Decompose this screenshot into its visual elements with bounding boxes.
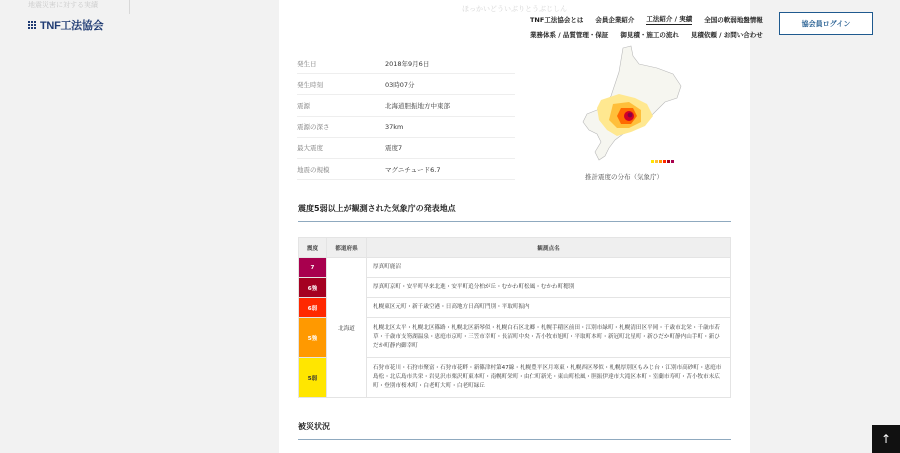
prefecture-cell: 北海道 — [327, 258, 367, 398]
nav-method[interactable]: 工法紹介 / 実績 — [646, 15, 693, 23]
map-caption: 推計震度の分布（気象庁） — [585, 173, 663, 181]
info-value: 37km — [385, 122, 404, 131]
info-value: マグニチュード6.7 — [385, 165, 441, 174]
logo-text: TNF工法協会 — [40, 20, 104, 32]
nav-row-2 — [530, 27, 766, 42]
sidebar-divider — [129, 0, 130, 14]
logo-grid-icon — [28, 21, 37, 30]
sidebar-faded-link[interactable]: 地震災害に対する実績 — [28, 1, 98, 9]
col-points: 観測点名 — [367, 238, 731, 258]
intensity-badge: 6弱 — [299, 298, 327, 318]
info-row — [297, 159, 515, 180]
nav-about[interactable]: TNF工法協会とは — [530, 16, 584, 24]
faded-subtitle: ほっかいどういぶりとうぶじしん — [462, 5, 567, 13]
info-value: 北海道胆振地方中東部 — [385, 101, 450, 110]
info-key: 震源 — [297, 101, 310, 110]
info-key: 発生日 — [297, 59, 317, 68]
section-title-observation: 震度5弱以上が観測された気象庁の発表地点 — [298, 203, 731, 222]
points-cell: 札幌東区元町・新千歳空港・日高地方日高町門別・平取町振内 — [367, 298, 731, 318]
points-cell: 札幌北区太平・札幌北区篠路・札幌北区新琴似・札幌白石区北郷・札幌手稲区前田・江別市緑町・札幌清田区平岡・千歳市北栄・千歳市若草・千歳市支笏湖温泉・恵庭市京町・三笠市幸町・長沼町中央・苫小牧市旭町・平取町本町・新冠町北星町・新ひだか町静内山手町・新ひだか町静内御幸町 — [367, 318, 731, 358]
nav-flow[interactable]: 御見積・施工の流れ — [620, 31, 679, 39]
points-cell: 石狩市花川・石狩市聚富・石狩市花畔・新篠津村第47線・札幌豊平区月寒東・札幌西区琴似・札幌厚別区もみじ台・江別市高砂町・恵庭市島松・北広島市共栄・岩見沢市栗沢町東本町・南幌町栄町・由仁町新光・東山町松風・胆振伊達市大滝区本町・室蘭市寿町・苫小牧市末広町・登別市桜木町・白老町大町・白老町緑丘 — [367, 358, 731, 398]
nav-contact[interactable]: 見積依頼 / お問い合わせ — [690, 31, 763, 39]
info-value: 震度7 — [385, 144, 403, 153]
info-row — [297, 117, 515, 138]
col-intensity: 震度 — [299, 238, 327, 258]
info-row — [297, 74, 515, 95]
info-value: 03時07分 — [385, 80, 415, 89]
intensity-badge: 5弱 — [299, 358, 327, 398]
arrow-up-icon: ↑ — [880, 432, 892, 446]
site-logo[interactable] — [28, 17, 103, 33]
info-key: 発生時刻 — [297, 80, 323, 89]
quake-info-table — [297, 53, 515, 180]
info-row — [297, 95, 515, 116]
info-key: 震源の深さ — [297, 123, 330, 132]
nav-business[interactable]: 業務体系 / 品質管理・保証 — [530, 31, 609, 39]
info-key: 最大震度 — [297, 144, 323, 153]
nav-soft-ground[interactable]: 全国の軟弱地盤情報 — [704, 16, 763, 24]
member-login-button[interactable]: 協会員ログイン — [779, 12, 873, 35]
info-row — [297, 53, 515, 74]
intensity-badge: 5強 — [299, 318, 327, 358]
scroll-to-top-button[interactable] — [872, 425, 900, 453]
intensity-map-image — [561, 44, 691, 166]
table-header-row — [299, 238, 731, 258]
table-row — [299, 258, 731, 278]
info-key: 地震の規模 — [297, 165, 330, 174]
points-cell: 厚真町京町・安平町早来北進・安平町追分柏が丘・むかわ町松風・むかわ町穂別 — [367, 278, 731, 298]
points-cell: 厚真町鹿沼 — [367, 258, 731, 278]
col-prefecture: 都道府県 — [327, 238, 367, 258]
info-value: 2018年9月6日 — [385, 59, 430, 68]
main-nav — [530, 12, 766, 42]
info-row — [297, 138, 515, 159]
section-title-damage: 被災状況 — [298, 421, 731, 440]
observation-table — [298, 237, 731, 398]
intensity-badge: 7 — [299, 258, 327, 278]
nav-members[interactable]: 会員企業紹介 — [595, 16, 635, 24]
intensity-badge: 6強 — [299, 278, 327, 298]
nav-row-1 — [530, 12, 766, 27]
